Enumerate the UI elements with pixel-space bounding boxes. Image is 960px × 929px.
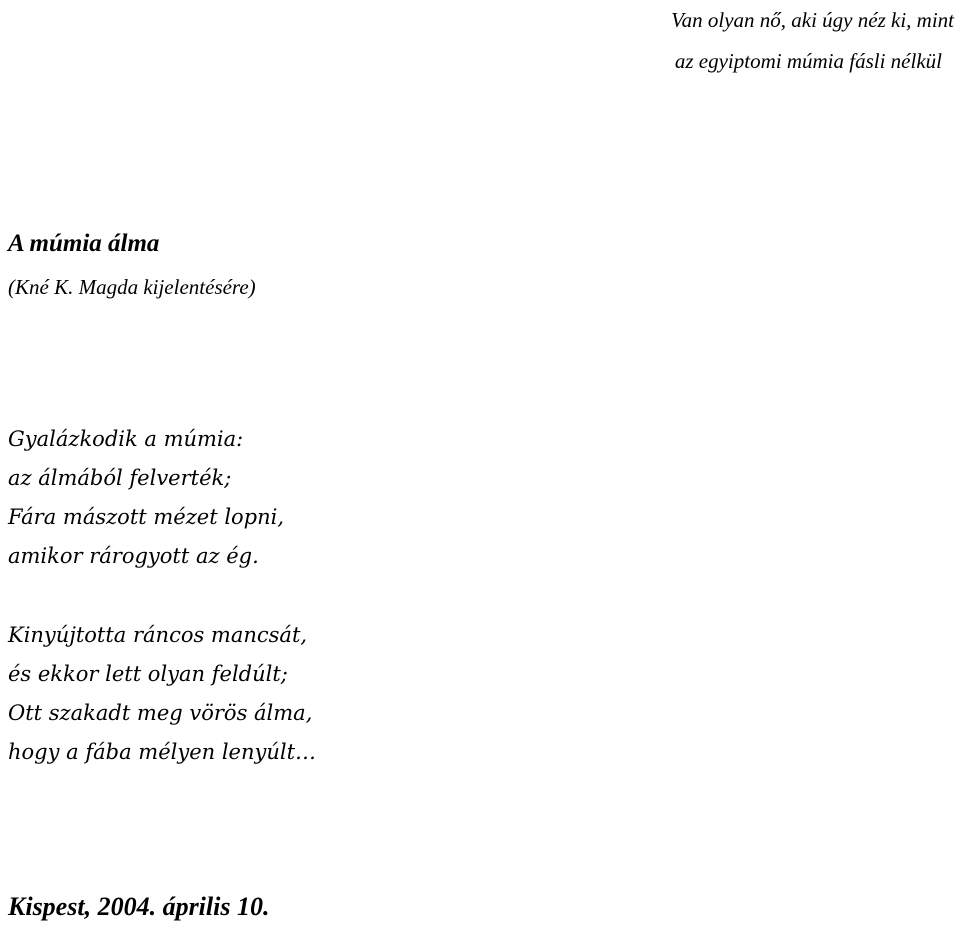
poem-line: az álmából felverték; — [8, 466, 232, 490]
epigraph-line: Van olyan nő, aki úgy néz ki, mint — [671, 8, 954, 32]
stanza — [8, 616, 316, 772]
poem-line: Fára mászott mézet lopni, — [8, 505, 285, 529]
poem-line: és ekkor lett olyan feldúlt; — [8, 662, 288, 686]
poem-line: Kinyújtotta ráncos mancsát, — [8, 623, 308, 647]
poem-line: amikor rárogyott az ég. — [8, 544, 259, 568]
poem-line: hogy a fába mélyen lenyúlt… — [8, 740, 317, 764]
stanza — [8, 420, 284, 576]
poem-line: Gyalázkodik a múmia: — [8, 427, 244, 451]
poem-line: Ott szakadt meg vörös álma, — [8, 701, 313, 725]
poem-subtitle: (Kné K. Magda kijelentésére) — [8, 275, 256, 299]
epigraph — [354, 0, 954, 82]
epigraph-line: az egyiptomi múmia fásli nélkül — [674, 49, 942, 73]
poem-title: A múmia álma — [8, 230, 160, 257]
signature-date-place: Kispest, 2004. április 10. — [8, 892, 270, 921]
